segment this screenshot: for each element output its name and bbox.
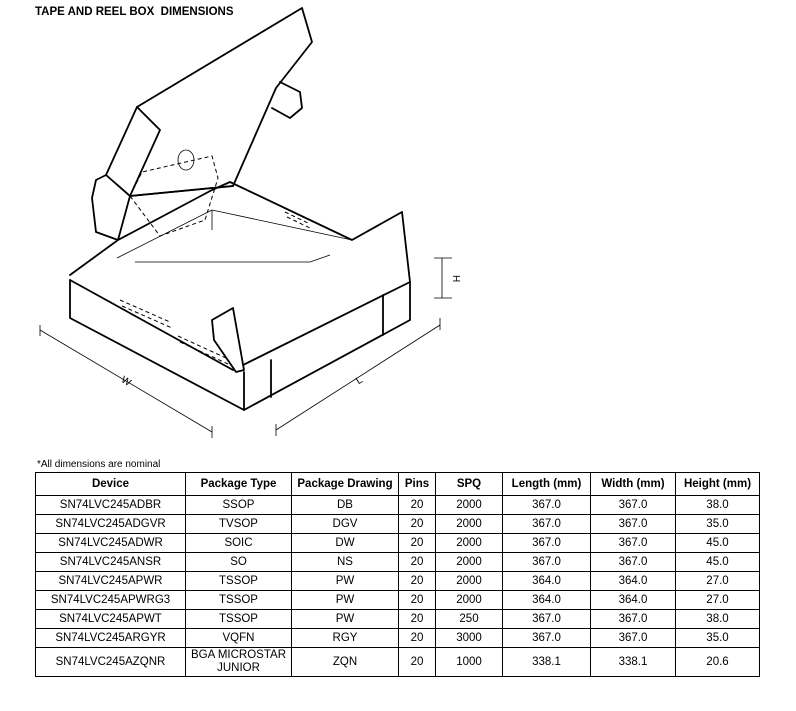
cell-package-type: TSSOP bbox=[186, 591, 292, 610]
table-row bbox=[36, 515, 760, 534]
cell-width: 364.0 bbox=[591, 591, 676, 610]
cell-device: SN74LVC245ANSR bbox=[36, 553, 186, 572]
cell-device: SN74LVC245APWR bbox=[36, 572, 186, 591]
cell-package-type: SOIC bbox=[186, 534, 292, 553]
cell-device: SN74LVC245APWRG3 bbox=[36, 591, 186, 610]
l-label: L bbox=[354, 374, 365, 387]
cell-length: 367.0 bbox=[503, 553, 591, 572]
cell-height: 27.0 bbox=[676, 572, 760, 591]
cell-device: SN74LVC245ADGVR bbox=[36, 515, 186, 534]
cell-width: 367.0 bbox=[591, 610, 676, 629]
box-side-fold bbox=[271, 295, 383, 397]
cell-spq: 2000 bbox=[436, 534, 503, 553]
cell-package-type: TSSOP bbox=[186, 572, 292, 591]
cell-height: 20.6 bbox=[676, 648, 760, 677]
cell-pins: 20 bbox=[399, 610, 436, 629]
cell-width: 367.0 bbox=[591, 515, 676, 534]
cell-width: 367.0 bbox=[591, 553, 676, 572]
table-row bbox=[36, 496, 760, 515]
cell-spq: 2000 bbox=[436, 553, 503, 572]
cell-spq: 2000 bbox=[436, 591, 503, 610]
cell-height: 35.0 bbox=[676, 515, 760, 534]
cell-length: 367.0 bbox=[503, 629, 591, 648]
cell-package-drawing: NS bbox=[292, 553, 399, 572]
cell-package-type: TSSOP bbox=[186, 610, 292, 629]
h-label: H bbox=[450, 275, 461, 283]
header-device: Device bbox=[36, 473, 186, 496]
dimensions-note: *All dimensions are nominal bbox=[37, 459, 161, 470]
cell-height: 35.0 bbox=[676, 629, 760, 648]
cell-pins: 20 bbox=[399, 534, 436, 553]
cell-package-drawing: PW bbox=[292, 591, 399, 610]
cell-device: SN74LVC245ADBR bbox=[36, 496, 186, 515]
header-spq: SPQ bbox=[436, 473, 503, 496]
table-row bbox=[36, 534, 760, 553]
cell-package-drawing: DB bbox=[292, 496, 399, 515]
cell-length: 367.0 bbox=[503, 515, 591, 534]
table-row bbox=[36, 591, 760, 610]
table-row bbox=[36, 553, 760, 572]
cell-length: 364.0 bbox=[503, 591, 591, 610]
cell-spq: 250 bbox=[436, 610, 503, 629]
box-inner-lines bbox=[117, 210, 352, 262]
cell-length: 364.0 bbox=[503, 572, 591, 591]
cell-pins: 20 bbox=[399, 515, 436, 534]
cell-device: SN74LVC245APWT bbox=[36, 610, 186, 629]
cell-width: 367.0 bbox=[591, 534, 676, 553]
cell-height: 27.0 bbox=[676, 591, 760, 610]
header-package-type: Package Type bbox=[186, 473, 292, 496]
cell-height: 45.0 bbox=[676, 553, 760, 572]
cell-length: 338.1 bbox=[503, 648, 591, 677]
cell-height: 38.0 bbox=[676, 496, 760, 515]
cell-package-drawing: PW bbox=[292, 610, 399, 629]
header-package-drawing: Package Drawing bbox=[292, 473, 399, 496]
cell-pins: 20 bbox=[399, 496, 436, 515]
cell-spq: 2000 bbox=[436, 572, 503, 591]
cell-package-drawing: ZQN bbox=[292, 648, 399, 677]
cell-spq: 2000 bbox=[436, 496, 503, 515]
cell-package-type: TVSOP bbox=[186, 515, 292, 534]
cell-package-drawing: DW bbox=[292, 534, 399, 553]
page-title: TAPE AND REEL BOX DIMENSIONS bbox=[35, 6, 234, 18]
w-label: W bbox=[119, 374, 133, 389]
cell-device: SN74LVC245ADWR bbox=[36, 534, 186, 553]
cell-length: 367.0 bbox=[503, 534, 591, 553]
table-row bbox=[36, 572, 760, 591]
cell-device: SN74LVC245ARGYR bbox=[36, 629, 186, 648]
cell-length: 367.0 bbox=[503, 610, 591, 629]
cell-package-drawing: PW bbox=[292, 572, 399, 591]
header-width: Width (mm) bbox=[591, 473, 676, 496]
cell-length: 367.0 bbox=[503, 496, 591, 515]
front-flap bbox=[212, 308, 244, 372]
cell-spq: 3000 bbox=[436, 629, 503, 648]
cell-spq: 1000 bbox=[436, 648, 503, 677]
header-length: Length (mm) bbox=[503, 473, 591, 496]
table-row bbox=[36, 610, 760, 629]
cell-pins: 20 bbox=[399, 572, 436, 591]
cell-package-drawing: RGY bbox=[292, 629, 399, 648]
header-height: Height (mm) bbox=[676, 473, 760, 496]
cell-pins: 20 bbox=[399, 629, 436, 648]
dimensions-table bbox=[35, 472, 760, 677]
cell-height: 38.0 bbox=[676, 610, 760, 629]
box-lid bbox=[130, 8, 312, 196]
table-row bbox=[36, 648, 760, 677]
cell-package-type: SSOP bbox=[186, 496, 292, 515]
table-header-row bbox=[36, 473, 760, 496]
cell-pins: 20 bbox=[399, 553, 436, 572]
cell-package-type: SO bbox=[186, 553, 292, 572]
cell-width: 364.0 bbox=[591, 572, 676, 591]
cell-width: 367.0 bbox=[591, 496, 676, 515]
cell-spq: 2000 bbox=[436, 515, 503, 534]
h-dimension bbox=[434, 258, 452, 298]
left-flap bbox=[92, 175, 130, 240]
cell-width: 338.1 bbox=[591, 648, 676, 677]
slot-left bbox=[120, 300, 172, 328]
cell-pins: 20 bbox=[399, 591, 436, 610]
header-pins: Pins bbox=[399, 473, 436, 496]
cell-height: 45.0 bbox=[676, 534, 760, 553]
cell-width: 367.0 bbox=[591, 629, 676, 648]
cell-package-type: VQFN bbox=[186, 629, 292, 648]
cell-package-type: BGA MICROSTAR JUNIOR bbox=[186, 648, 292, 677]
cell-device: SN74LVC245AZQNR bbox=[36, 648, 186, 677]
table-row bbox=[36, 629, 760, 648]
cell-pins: 20 bbox=[399, 648, 436, 677]
cell-package-drawing: DGV bbox=[292, 515, 399, 534]
